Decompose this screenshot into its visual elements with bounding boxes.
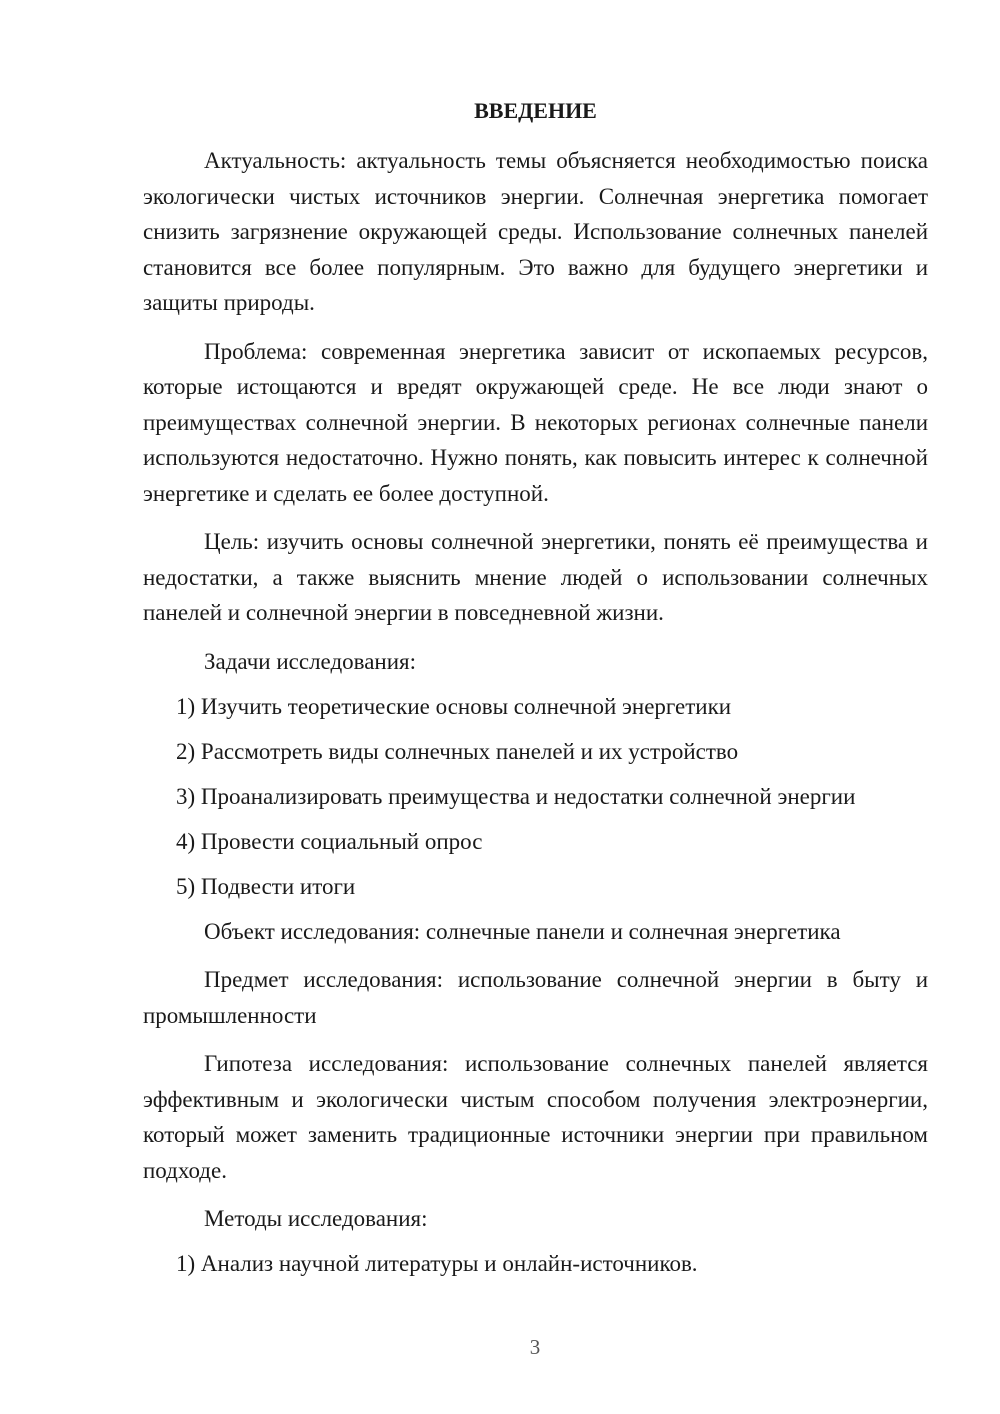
goal-paragraph: Цель: изучить основы солнечной энергетики, понять её преимущества и недостатки, а также выяснить мнение людей о использовании солнечных панелей и солнечной энергии в повседневной жизни. — [143, 529, 928, 625]
method-item: 1) Анализ научной литературы и онлайн-источников. — [176, 1251, 698, 1276]
relevance-paragraph: Актуальность: актуальность темы объясняется необходимостью поиска экологически чистых источников энергии. Солнечная энергетика помогает снизить загрязнение окружающей среды. Использование солнечных панелей становится все более популярным. Это важно для будущего энергетики и защиты природы. — [143, 148, 928, 315]
page-content — [143, 96, 928, 1291]
hypothesis-paragraph: Гипотеза исследования: использование солнечных панелей является эффективным и экологически чистым способом получения электроэнергии, который может заменить традиционные источники энергии при правильном подходе. — [143, 1051, 928, 1183]
task-item: 4) Провести социальный опрос — [176, 828, 483, 854]
task-item: 2) Рассмотреть виды солнечных панелей и их устройство — [176, 738, 739, 764]
subject-paragraph: Предмет исследования: использование солнечной энергии в быту и промышленности — [143, 967, 928, 1028]
task-item: 5) Подвести итоги — [176, 873, 356, 899]
section-title: ВВЕДЕНИЕ — [474, 98, 597, 123]
problem-paragraph: Проблема: современная энергетика зависит от ископаемых ресурсов, которые истощаются и вредят окружающей среде. Не все люди знают о преимуществах солнечной энергии. В некоторых регионах солнечные панели используются недостаточно. Нужно понять, как повысить интерес к солнечной энергетике и сделать ее более доступной. — [143, 338, 928, 506]
methods-list — [143, 1246, 928, 1281]
task-item: 3) Проанализировать преимущества и недостатки солнечной энергии — [176, 783, 856, 809]
methods-heading: Методы исследования: — [204, 1206, 428, 1231]
page-number: 3 — [529, 1335, 541, 1359]
task-item: 1) Изучить теоретические основы солнечной энергетики — [176, 693, 732, 719]
tasks-list — [143, 689, 928, 904]
tasks-heading: Задачи исследования: — [204, 648, 417, 674]
object-paragraph: Объект исследования: солнечные панели и солнечная энергетика — [204, 918, 841, 944]
